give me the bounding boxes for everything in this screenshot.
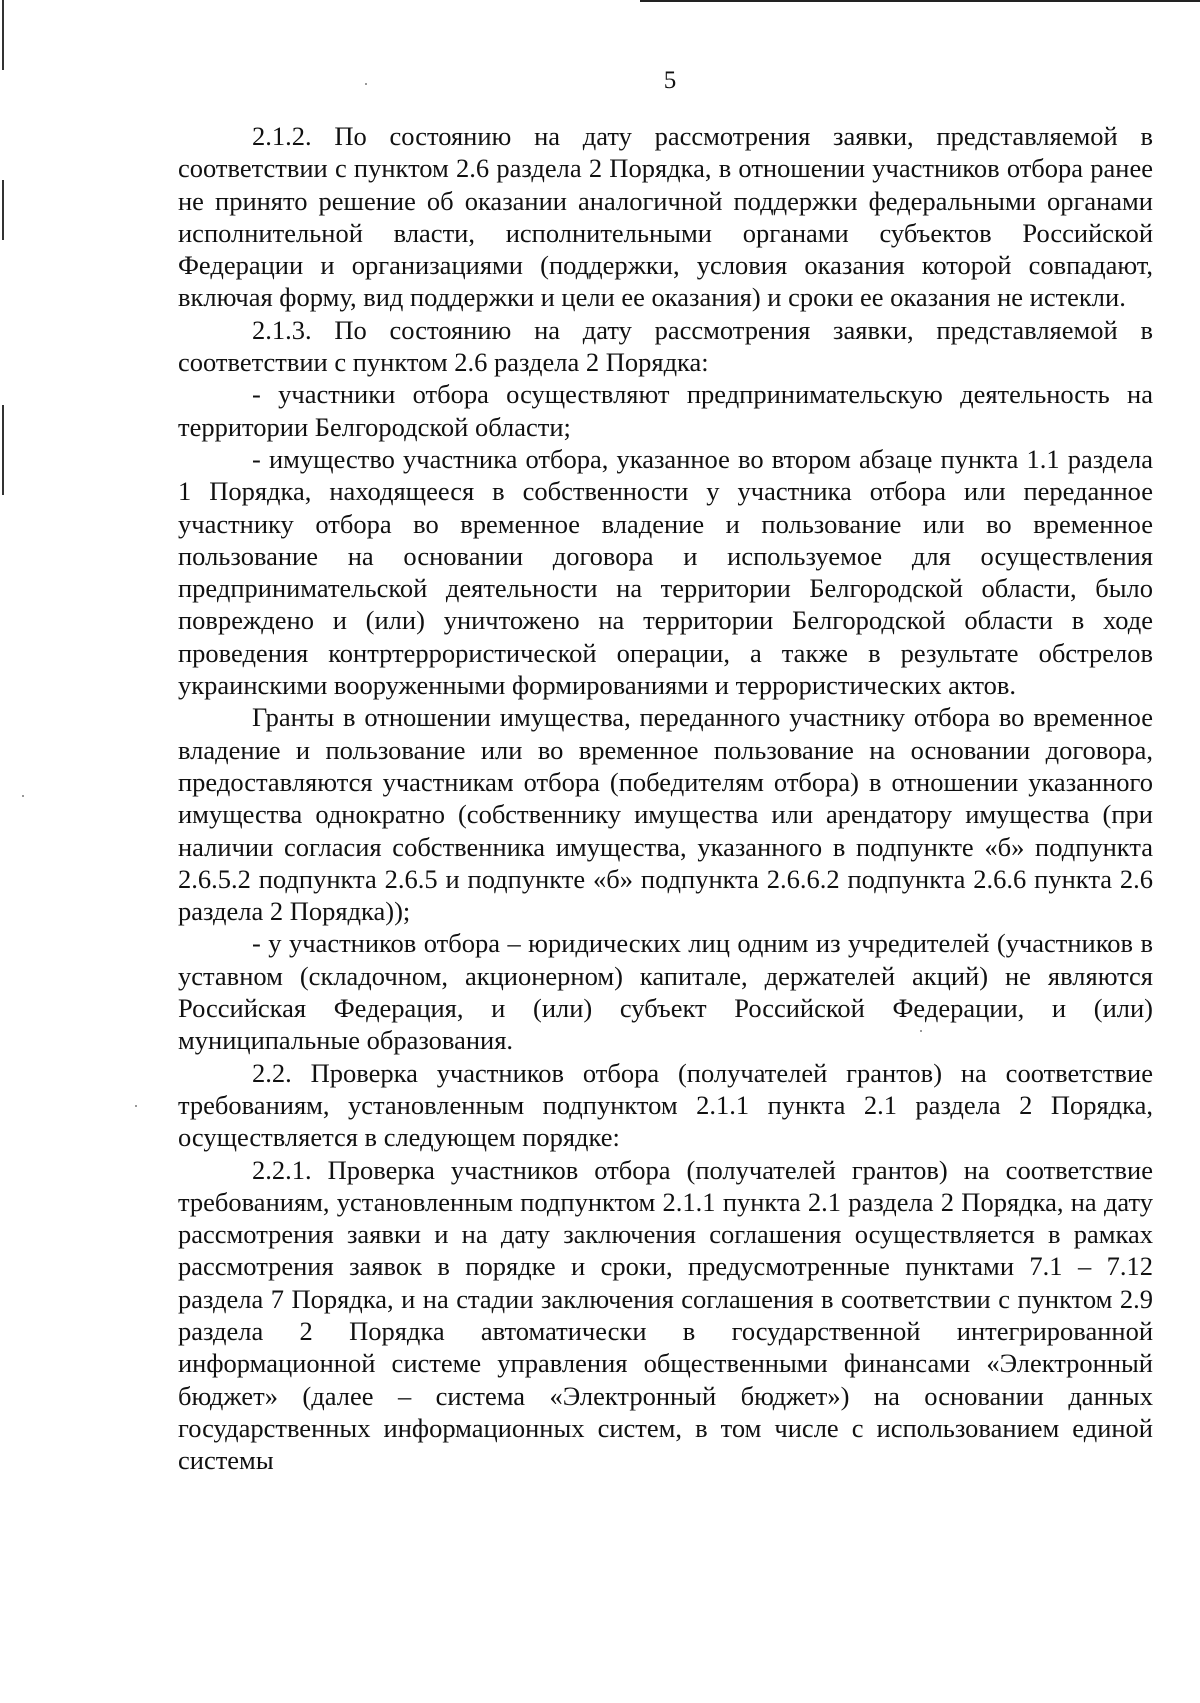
paragraph-bullet-business-activity: - участники отбора осуществляют предпринимательскую деятельность на территории Белгородской области; — [178, 379, 1153, 442]
scan-speck — [22, 795, 24, 797]
scan-edge-line — [640, 0, 1200, 2]
paragraph-bullet-founders: - у участников отбора – юридических лиц одним из учредителей (участников в уставном (складочном, акционерном) капитале, держателей акций) не являются Российская Федерация, и (или) субъект Российской Федерации, и (или) муниципальные образования. — [178, 928, 1153, 1056]
scan-speck — [135, 1105, 137, 1107]
paragraph-grants-property: Гранты в отношении имущества, переданного участнику отбора во временное владение и пользование или во временное пользование на основании договора, предоставляются участникам отбора (победителям отбора) в отношении указанного имущества однократно (собственнику имущества или арендатору имущества (при наличии согласия собственника имущества, указанного в подпункте «б» подпункта 2.6.5.2 подпункта 2.6.5 и подпункте «б» подпункта 2.6.6.2 подпункта 2.6.6 пункта 2.6 раздела 2 Порядка)); — [178, 702, 1153, 927]
paragraph-2-1-2: 2.1.2. По состоянию на дату рассмотрения заявки, представляемой в соответствии с пунктом 2.6 раздела 2 Порядка, в отношении участников отбора ранее не принято решение об оказании аналогичной поддержки федеральными органами исполнительной власти, исполнительными органами субъектов Российской Федерации и организациями (поддержки, условия оказания которой совпадают, включая форму, вид поддержки и цели ее оказания) и сроки ее оказания не истекли. — [178, 121, 1153, 313]
document-body — [178, 120, 1153, 1476]
scan-margin-mark — [2, 180, 4, 240]
scan-margin-mark — [2, 0, 4, 70]
paragraph-2-1-3: 2.1.3. По состоянию на дату рассмотрения заявки, представляемой в соответствии с пунктом 2.6 раздела 2 Порядка: — [178, 314, 1153, 378]
paragraph-2-2: 2.2. Проверка участников отбора (получателей грантов) на соответствие требованиям, установленным подпунктом 2.1.1 пункта 2.1 раздела 2 Порядка, осуществляется в следующем порядке: — [178, 1057, 1153, 1153]
paragraph-2-2-1: 2.2.1. Проверка участников отбора (получателей грантов) на соответствие требованиям, установленным подпунктом 2.1.1 пункта 2.1 раздела 2 Порядка, на дату рассмотрения заявки и на дату заключения соглашения осуществляется в рамках рассмотрения заявок в порядке и сроки, предусмотренные пунктами 7.1 – 7.12 раздела 7 Порядка, и на стадии заключения соглашения в соответствии с пунктом 2.9 раздела 2 Порядка автоматически в государственной интегрированной информационной системе управления общественными финансами «Электронный бюджет» (далее – система «Электронный бюджет») на основании данных государственных информационных систем, в том числе с использованием единой системы — [178, 1154, 1153, 1476]
page-number: 5 — [663, 67, 677, 94]
paragraph-bullet-property-damage: - имущество участника отбора, указанное во втором абзаце пункта 1.1 раздела 1 Порядка, находящееся в собственности у участника отбора или переданное участнику отбора во временное владение и пользование или во временное пользование на основании договора и используемое для осуществления предпринимательской деятельности на территории Белгородской области, было повреждено и (или) уничтожено на территории Белгородской области в ходе проведения контртеррористической операции, а также в результате обстрелов украинскими вооруженными формированиями и террористических актов. — [178, 443, 1153, 701]
scan-margin-mark — [2, 405, 4, 495]
